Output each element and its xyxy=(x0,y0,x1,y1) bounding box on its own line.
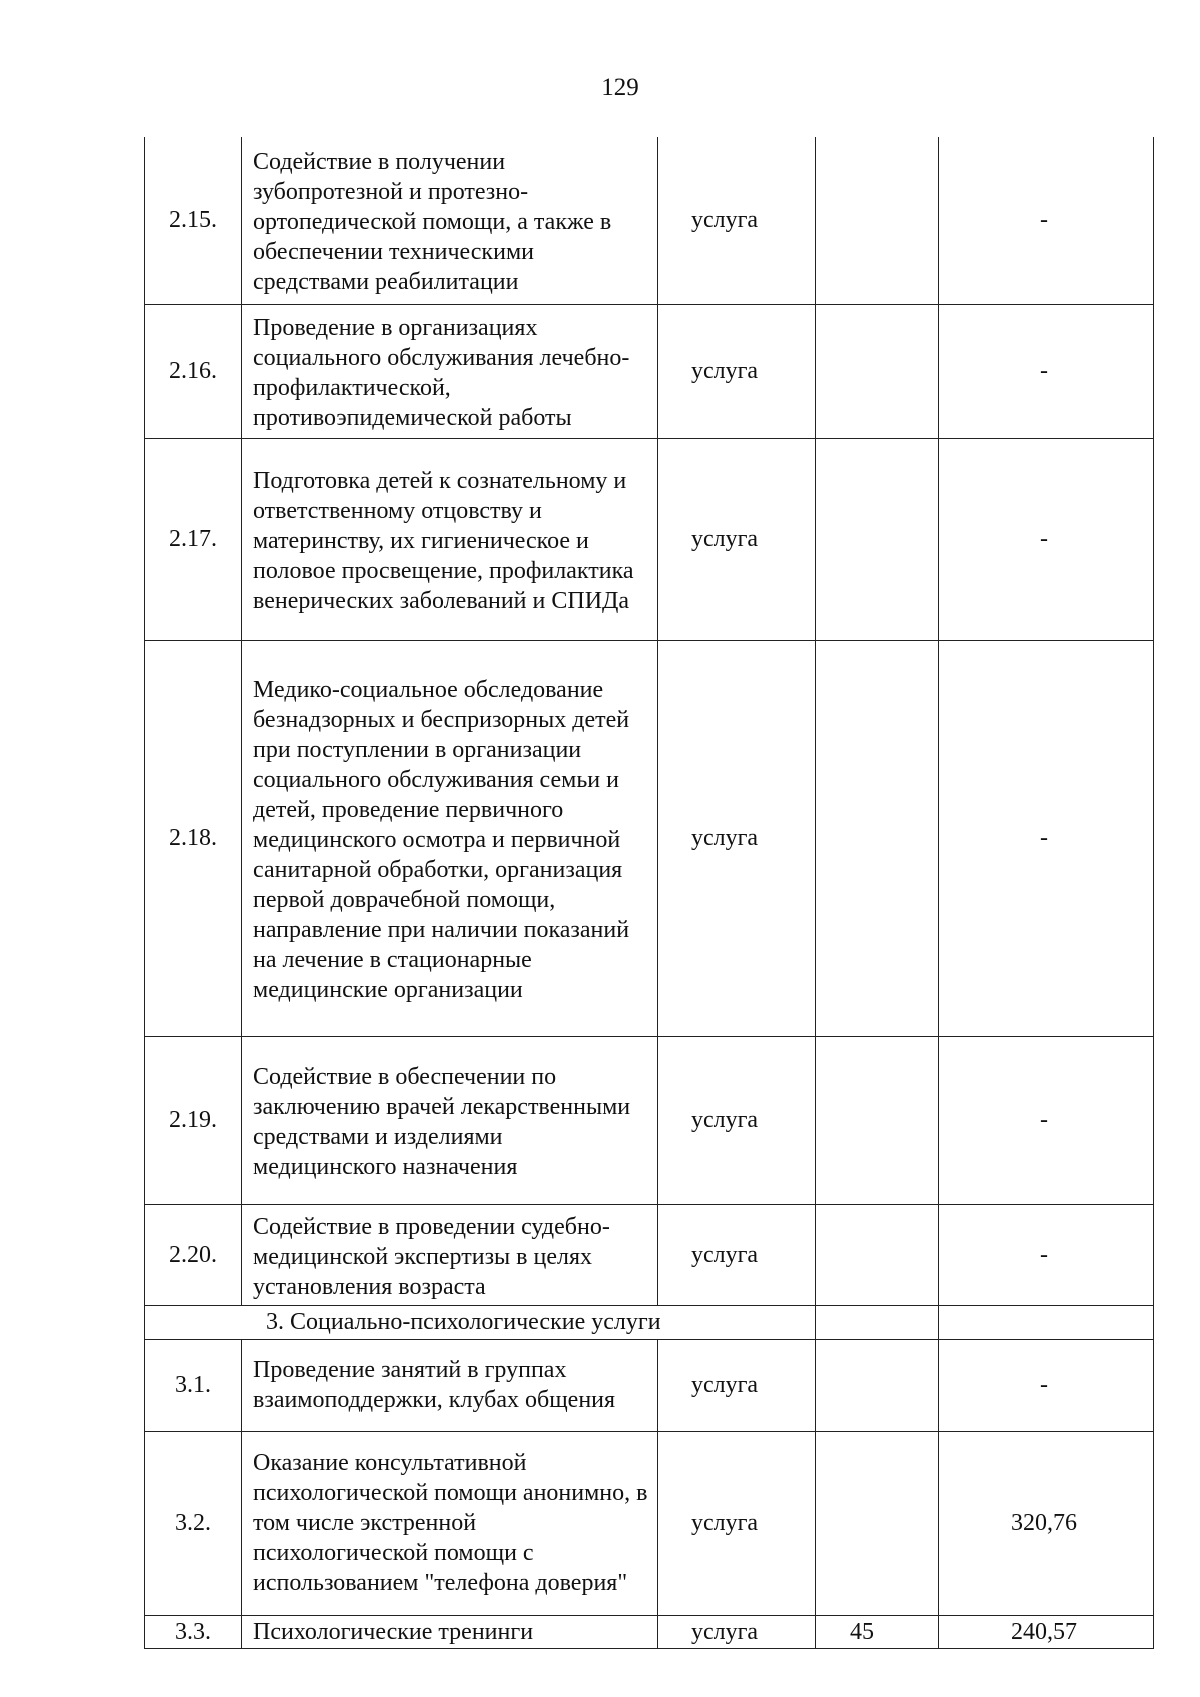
unit-cell: услуга xyxy=(658,1036,816,1204)
quantity-cell: 45 xyxy=(816,1615,939,1648)
service-name: Оказание консультативной психологической помощи анонимно, в том числе экстренной психологической помощи с использованием "телефона доверия" xyxy=(242,1431,658,1615)
service-name: Психологические тренинги xyxy=(242,1615,658,1648)
row-number: 2.17. xyxy=(145,438,242,640)
table-row xyxy=(145,1036,1154,1204)
unit-cell: услуга xyxy=(658,438,816,640)
table-row xyxy=(145,438,1154,640)
quantity-cell xyxy=(816,137,939,304)
table-row xyxy=(145,1431,1154,1615)
row-number: 2.19. xyxy=(145,1036,242,1204)
service-name: Содействие в проведении судебно-медицинской экспертизы в целях установления возраста xyxy=(242,1204,658,1305)
unit-cell: услуга xyxy=(658,1431,816,1615)
service-name: Содействие в обеспечении по заключению врачей лекарственными средствами и изделиями медицинского назначения xyxy=(242,1036,658,1204)
price-cell: - xyxy=(939,137,1154,304)
row-number: 2.15. xyxy=(145,137,242,304)
row-number: 3.1. xyxy=(145,1339,242,1431)
unit-cell: услуга xyxy=(658,1204,816,1305)
quantity-cell xyxy=(816,1339,939,1431)
table-row xyxy=(145,1204,1154,1305)
price-cell: - xyxy=(939,640,1154,1036)
section-title: 3. Социально-психологические услуги xyxy=(145,1305,816,1339)
service-name: Содействие в получении зубопротезной и протезно-ортопедической помощи, а также в обеспечении техническими средствами реабилитации xyxy=(242,137,658,304)
unit-cell: услуга xyxy=(658,1615,816,1648)
price-cell: - xyxy=(939,438,1154,640)
row-number: 2.20. xyxy=(145,1204,242,1305)
quantity-cell xyxy=(816,438,939,640)
quantity-cell xyxy=(816,304,939,438)
table-row xyxy=(145,1339,1154,1431)
quantity-cell xyxy=(816,1204,939,1305)
row-number: 3.2. xyxy=(145,1431,242,1615)
unit-cell: услуга xyxy=(658,137,816,304)
quantity-cell xyxy=(816,1431,939,1615)
service-name: Подготовка детей к сознательному и ответственному отцовству и материнству, их гигиеническое и половое просвещение, профилактика венерических заболеваний и СПИДа xyxy=(242,438,658,640)
service-name: Проведение в организациях социального обслуживания лечебно-профилактической, противоэпидемической работы xyxy=(242,304,658,438)
service-name: Проведение занятий в группах взаимоподдержки, клубах общения xyxy=(242,1339,658,1431)
table-row xyxy=(145,304,1154,438)
row-number: 2.16. xyxy=(145,304,242,438)
unit-cell: услуга xyxy=(658,1339,816,1431)
quantity-cell xyxy=(816,1036,939,1204)
price-cell: - xyxy=(939,1339,1154,1431)
price-cell: - xyxy=(939,1036,1154,1204)
row-number: 2.18. xyxy=(145,640,242,1036)
page-number: 129 xyxy=(601,74,639,101)
price-cell: 240,57 xyxy=(939,1615,1154,1648)
price-cell: - xyxy=(939,1204,1154,1305)
table-row xyxy=(145,137,1154,304)
price-cell: 320,76 xyxy=(939,1431,1154,1615)
price-cell xyxy=(939,1305,1154,1339)
quantity-cell xyxy=(816,1305,939,1339)
section-heading-row xyxy=(145,1305,1154,1339)
unit-cell: услуга xyxy=(658,640,816,1036)
unit-cell: услуга xyxy=(658,304,816,438)
services-table xyxy=(144,137,1154,1649)
price-cell: - xyxy=(939,304,1154,438)
quantity-cell xyxy=(816,640,939,1036)
table-row xyxy=(145,1615,1154,1648)
table-row xyxy=(145,640,1154,1036)
row-number: 3.3. xyxy=(145,1615,242,1648)
service-name: Медико-социальное обследование безнадзорных и беспризорных детей при поступлении в организации социального обслуживания семьи и детей, проведение первичного медицинского осмотра и первичной санитарной обработки, организация первой доврачебной помощи, направление при наличии показаний на лечение в стационарные медицинские организации xyxy=(242,640,658,1036)
